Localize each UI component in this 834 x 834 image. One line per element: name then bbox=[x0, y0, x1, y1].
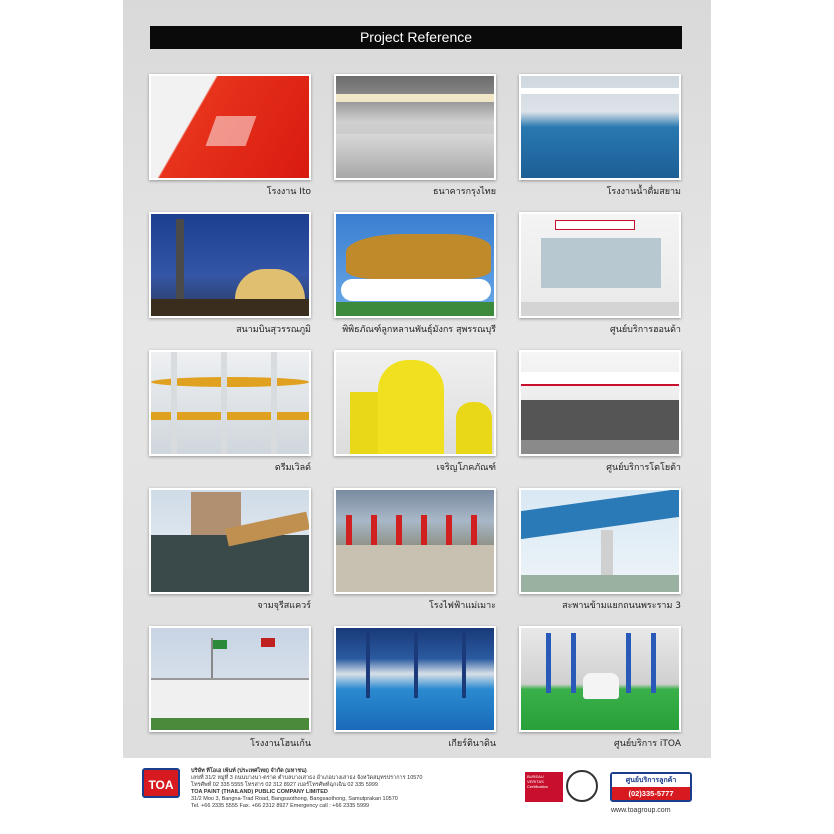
project-card bbox=[334, 74, 496, 198]
project-card bbox=[334, 212, 496, 336]
company-name-th: บริษัท ทีโอเอ เพ้นท์ (ประเทศไทย) จำกัด (มหาชน) bbox=[191, 768, 307, 774]
hotline-badge bbox=[610, 772, 692, 802]
project-card bbox=[149, 626, 311, 750]
certification-badge: BUREAU VERITAS Certification bbox=[525, 772, 563, 802]
certification-seal-icon bbox=[566, 770, 598, 802]
project-photo bbox=[149, 212, 311, 318]
project-card bbox=[334, 350, 496, 474]
address-en: 31/2 Moo 3, Bangna-Trad Road, Bangsaothong, Bangsaothong, Samutprakan 10570 bbox=[191, 796, 398, 802]
project-photo bbox=[334, 626, 496, 732]
project-card bbox=[519, 212, 681, 336]
project-card bbox=[519, 74, 681, 198]
hotline-label: ศูนย์บริการลูกค้า bbox=[612, 774, 690, 787]
project-photo bbox=[519, 488, 681, 594]
project-photo bbox=[149, 350, 311, 456]
project-photo bbox=[334, 488, 496, 594]
project-caption: โรงงานน้ำดื่มสยาม bbox=[606, 187, 681, 197]
project-photo bbox=[334, 212, 496, 318]
project-photo bbox=[334, 350, 496, 456]
project-caption: เกียร์ตินาดิน bbox=[448, 739, 496, 749]
project-caption: โรงงาน Ito bbox=[266, 187, 311, 197]
project-caption: ธนาคารกรุงไทย bbox=[432, 187, 496, 197]
project-card bbox=[519, 488, 681, 612]
project-photo bbox=[149, 488, 311, 594]
project-photo bbox=[519, 212, 681, 318]
project-photo bbox=[149, 626, 311, 732]
project-card bbox=[149, 488, 311, 612]
project-caption: โรงงานโฮนเก้น bbox=[250, 739, 311, 749]
project-card bbox=[519, 350, 681, 474]
phone-th: โทรศัพท์ 02 335 5555 โทรสาร 02 312 8927 เบอร์โทรศัพท์ฉุกเฉิน 02 335 5999 bbox=[191, 782, 378, 788]
project-caption: ดรีมเวิลด์ bbox=[274, 463, 311, 473]
project-caption: โรงไฟฟ้าแม่เมาะ bbox=[428, 601, 496, 611]
project-caption: จามจุรีสแควร์ bbox=[257, 601, 311, 611]
toa-logo: TOA bbox=[142, 768, 180, 798]
address-th: เลขที่ 31/2 หมู่ที่ 3 ถนนบางนา-ตราด ตำบลบางเสาธง อำเภอบางเสาธง จังหวัดสมุทรปราการ 10570 bbox=[191, 775, 423, 781]
project-photo bbox=[149, 74, 311, 180]
project-caption: พิพิธภัณฑ์ลูกหลานพันธุ์มังกร สุพรรณบุรี bbox=[342, 325, 496, 335]
hotline-number: (02)335-5777 bbox=[612, 787, 690, 800]
project-photo bbox=[519, 626, 681, 732]
company-address bbox=[191, 768, 491, 810]
project-card bbox=[334, 626, 496, 750]
project-caption: ศูนย์บริการ iTOA bbox=[614, 739, 681, 749]
project-photo bbox=[519, 350, 681, 456]
company-name-en: TOA PAINT (THAILAND) PUBLIC COMPANY LIMITED bbox=[191, 789, 328, 795]
project-card bbox=[149, 212, 311, 336]
phone-en: Tel. +66 2335 5555 Fax. +66 2312 8927 Emergency call : +66 2335 5999 bbox=[191, 803, 370, 809]
project-caption: เจริญโภคภัณฑ์ bbox=[436, 463, 496, 473]
project-caption: ศูนย์บริการโตโยต้า bbox=[606, 463, 681, 473]
project-card bbox=[149, 350, 311, 474]
project-photo bbox=[334, 74, 496, 180]
website-link[interactable]: www.toagroup.com bbox=[611, 807, 671, 814]
project-caption: สะพานข้ามแยกถนนพระราม 3 bbox=[562, 601, 681, 611]
project-caption: ศูนย์บริการฮอนด้า bbox=[610, 325, 681, 335]
page-title: Project Reference bbox=[150, 26, 682, 49]
project-photo bbox=[519, 74, 681, 180]
project-card bbox=[519, 626, 681, 750]
project-card bbox=[334, 488, 496, 612]
project-caption: สนามบินสุวรรณภูมิ bbox=[236, 325, 311, 335]
project-card bbox=[149, 74, 311, 198]
footer bbox=[123, 758, 711, 834]
